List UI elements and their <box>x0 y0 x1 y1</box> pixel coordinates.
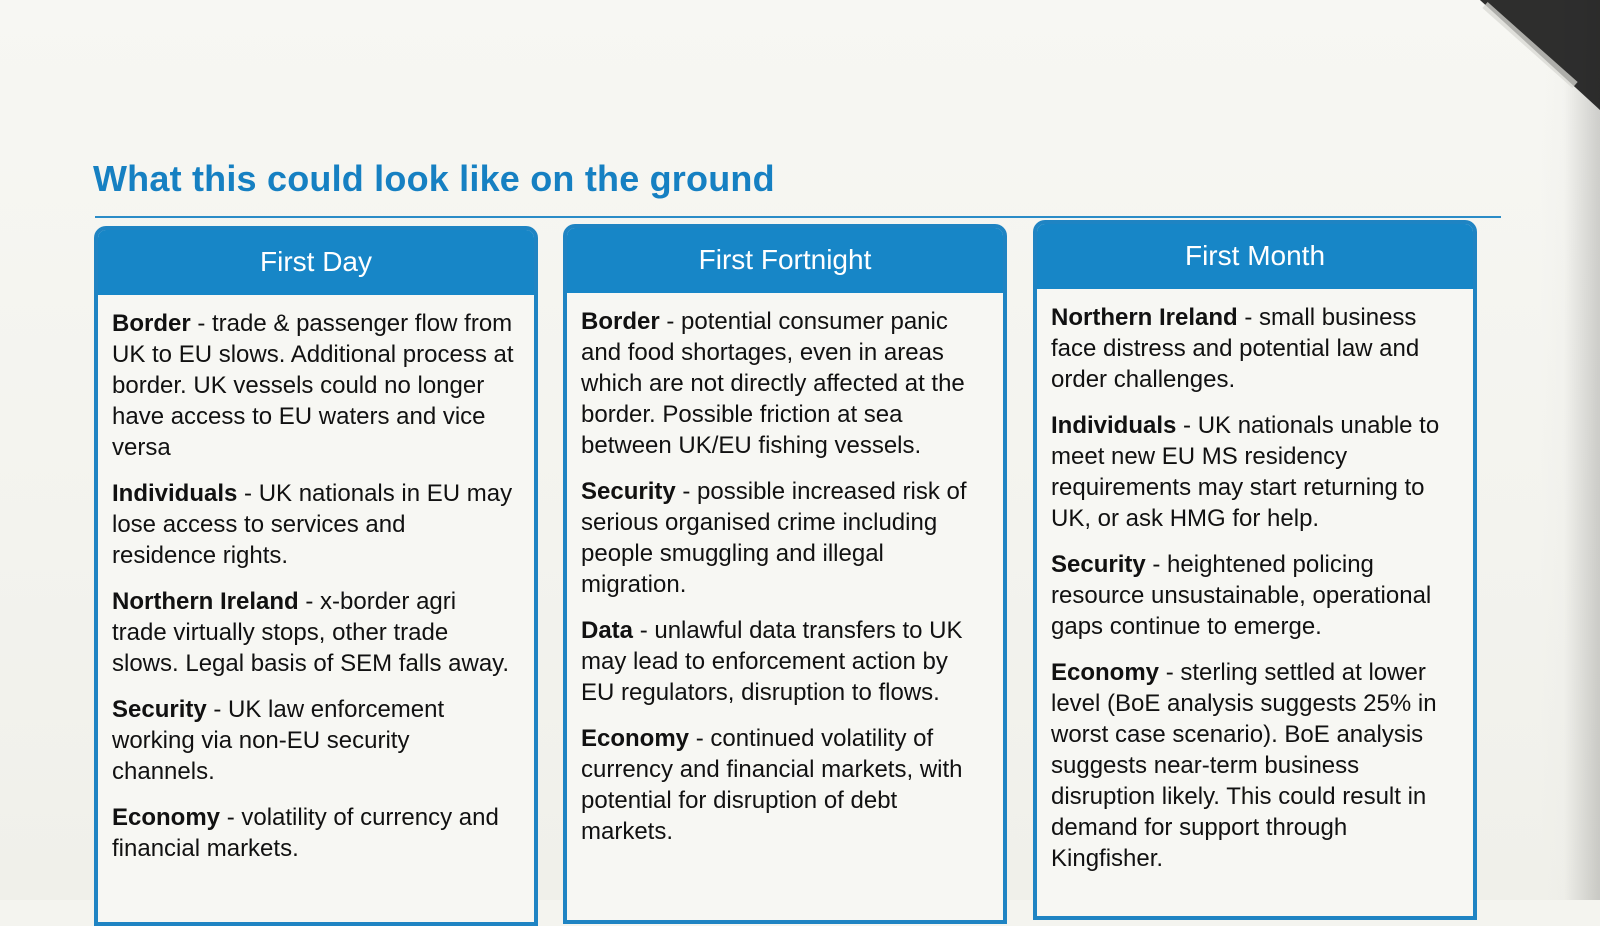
item-text: - sterling settled at lower level (BoE analysis suggests 25% in worst case scenario). BoE analysis suggests near-term business disruption likely. This could result in demand for support through Kingfisher. <box>1051 659 1437 872</box>
item-label: Border <box>112 310 191 337</box>
item-text: - potential consumer panic and food shortages, even in areas which are not directly affected at the border. Possible friction at sea between UK/EU fishing vessels. <box>581 308 965 459</box>
item-label: Northern Ireland <box>1051 304 1238 331</box>
item-label: Security <box>112 696 207 723</box>
list-item <box>112 802 516 864</box>
item-text: - unlawful data transfers to UK may lead to enforcement action by EU regulators, disruption to flows. <box>581 617 963 706</box>
item-label: Economy <box>581 725 690 752</box>
item-text: - small business face distress and potential law and order challenges. <box>1051 304 1420 393</box>
list-item <box>112 308 516 463</box>
list-item <box>581 306 985 461</box>
list-item <box>112 586 516 679</box>
column-first-fortnight <box>563 224 1007 924</box>
item-label: Individuals <box>112 480 238 507</box>
item-text: - x-border agri trade virtually stops, other trade slows. Legal basis of SEM falls away. <box>112 588 510 677</box>
page-title: What this could look like on the ground <box>93 158 775 199</box>
column-body-first-day <box>98 294 534 864</box>
item-label: Security <box>1051 551 1146 578</box>
item-text: - continued volatility of currency and financial markets, with potential for disruption of debt markets. <box>581 725 963 845</box>
list-item <box>112 694 516 787</box>
item-label: Border <box>581 308 660 335</box>
item-label: Economy <box>112 804 221 831</box>
item-label: Economy <box>1051 659 1160 686</box>
folded-corner <box>1460 0 1600 110</box>
list-item <box>1051 549 1455 642</box>
column-header-first-month: First Month <box>1036 223 1474 289</box>
item-label: Individuals <box>1051 412 1177 439</box>
item-text: - trade & passenger flow from UK to EU slows. Additional process at border. UK vessels could no longer have access to EU waters and vice versa <box>112 310 514 461</box>
list-item <box>581 615 985 708</box>
item-text: - UK law enforcement working via non-EU security channels. <box>112 696 445 785</box>
title-divider <box>95 216 1501 218</box>
list-item <box>1051 410 1455 534</box>
column-header-first-day: First Day <box>97 229 535 295</box>
list-item <box>1051 302 1455 395</box>
item-text: - heightened policing resource unsustainable, operational gaps continue to emerge. <box>1051 551 1432 640</box>
column-body-first-fortnight <box>567 292 1003 847</box>
item-text: - UK nationals unable to meet new EU MS residency requirements may start returning to UK, or ask HMG for help. <box>1051 412 1440 532</box>
item-label: Data <box>581 617 634 644</box>
column-first-month <box>1033 220 1477 920</box>
column-body-first-month <box>1037 288 1473 874</box>
item-label: Northern Ireland <box>112 588 299 615</box>
item-text: - possible increased risk of serious organised crime including people smuggling and illegal migration. <box>581 478 967 598</box>
item-label: Security <box>581 478 676 505</box>
list-item <box>581 476 985 600</box>
list-item <box>581 723 985 847</box>
column-first-day <box>94 226 538 926</box>
list-item <box>112 478 516 571</box>
column-header-first-fortnight: First Fortnight <box>566 227 1004 293</box>
page-edge-shadow <box>1540 0 1600 900</box>
list-item <box>1051 657 1455 874</box>
item-text: - UK nationals in EU may lose access to services and residence rights. <box>112 480 513 569</box>
item-text: - volatility of currency and financial markets. <box>112 804 499 862</box>
